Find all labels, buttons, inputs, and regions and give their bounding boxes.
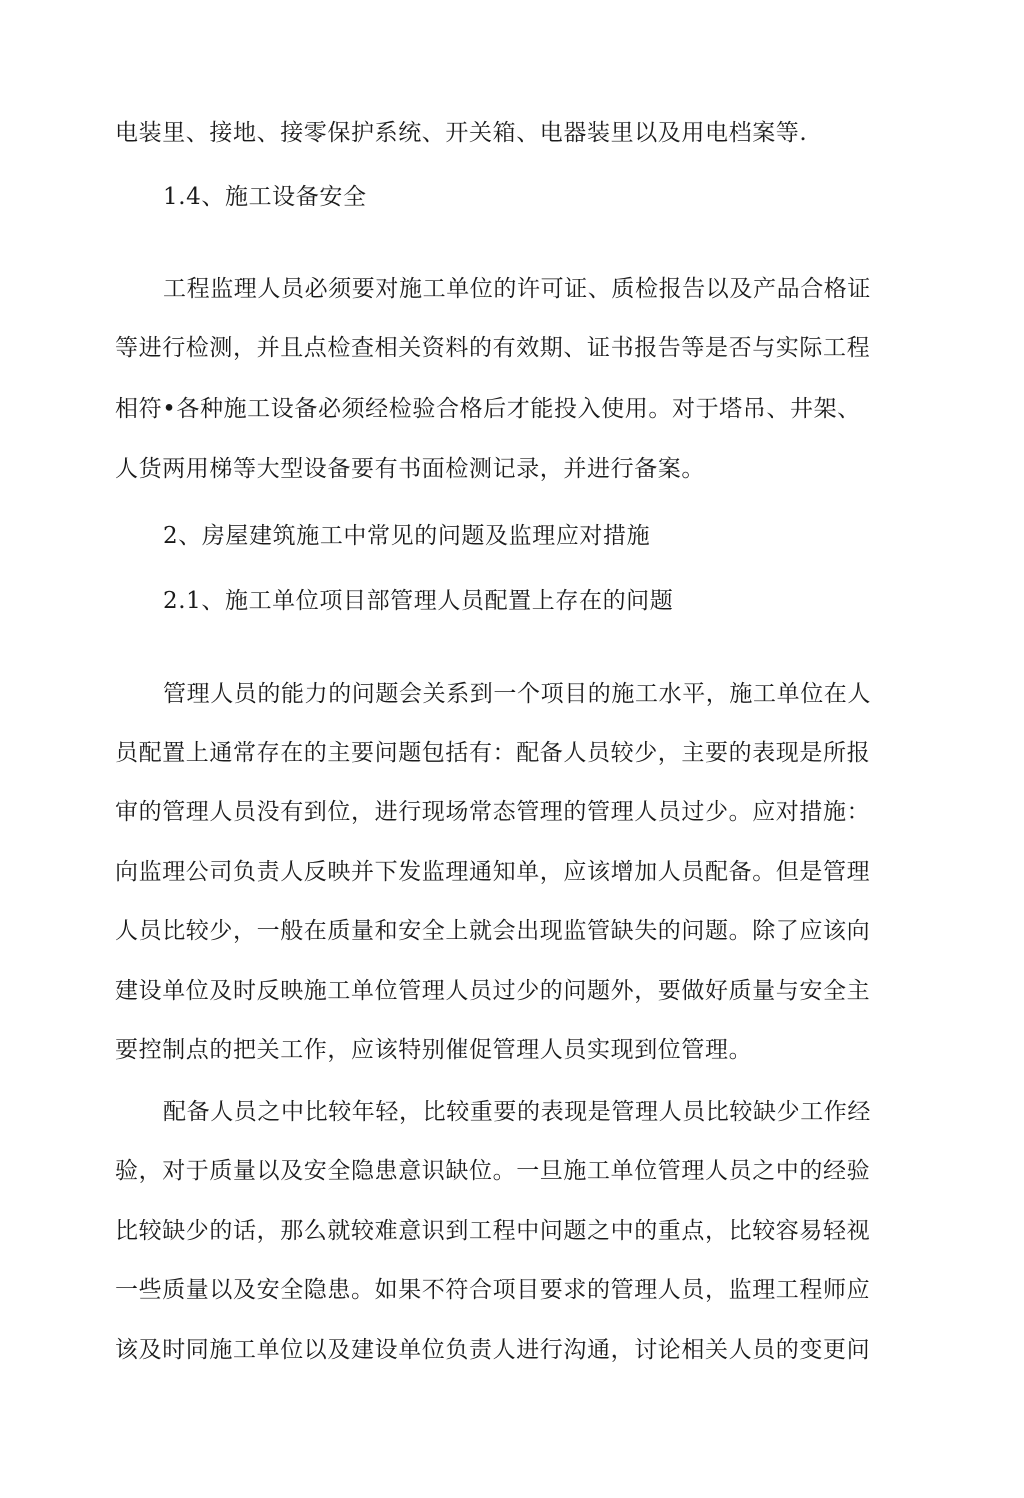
text-line: 电装里、接地、接零保护系统、开关箱、电器装里以及用电档案等. — [115, 120, 808, 146]
text-line: 人货两用梯等大型设备要有书面检测记录，并进行备案。 — [115, 456, 705, 482]
text-line: 一些质量以及安全隐患。如果不符合项目要求的管理人员，监理工程师应 — [115, 1277, 871, 1303]
text-line: 等进行检测，并且点检查相关资料的有效期、证书报告等是否与实际工程 — [115, 335, 871, 361]
text-line: 该及时同施工单位以及建设单位负责人进行沟通，讨论相关人员的变更问 — [115, 1337, 871, 1363]
text-line: 相符•各种施工设备必须经检验合格后才能投入使用。对于塔吊、井架、 — [115, 396, 861, 422]
text-line: 配备人员之中比较年轻，比较重要的表现是管理人员比较缺少工作经 — [163, 1099, 871, 1125]
text-line: 员配置上通常存在的主要问题包括有：配备人员较少，主要的表现是所报 — [115, 740, 871, 766]
text-line: 人员比较少，一般在质量和安全上就会出现监管缺失的问题。除了应该向 — [115, 918, 871, 944]
text-line: 比较缺少的话，那么就较难意识到工程中问题之中的重点，比较容易轻视 — [115, 1218, 871, 1244]
text-line: 向监理公司负责人反映并下发监理通知单，应该增加人员配备。但是管理 — [115, 859, 871, 885]
section-heading: 2、房屋建筑施工中常见的问题及监理应对措施 — [163, 523, 651, 549]
text-line: 审的管理人员没有到位，进行现场常态管理的管理人员过少。应对措施： — [115, 799, 871, 825]
text-line: 管理人员的能力的问题会关系到一个项目的施工水平，施工单位在人 — [163, 681, 871, 707]
text-line: 验，对于质量以及安全隐患意识缺位。一旦施工单位管理人员之中的经验 — [115, 1158, 871, 1184]
text-line: 建设单位及时反映施工单位管理人员过少的问题外，要做好质量与安全主 — [115, 978, 871, 1004]
text-line: 工程监理人员必须要对施工单位的许可证、质检报告以及产品合格证 — [163, 276, 871, 302]
text-line: 要控制点的把关工作，应该特别催促管理人员实现到位管理。 — [115, 1037, 753, 1063]
section-heading: 1.4、施工设备安全 — [163, 184, 367, 210]
section-heading: 2.1、施工单位项目部管理人员配置上存在的问题 — [163, 588, 674, 614]
